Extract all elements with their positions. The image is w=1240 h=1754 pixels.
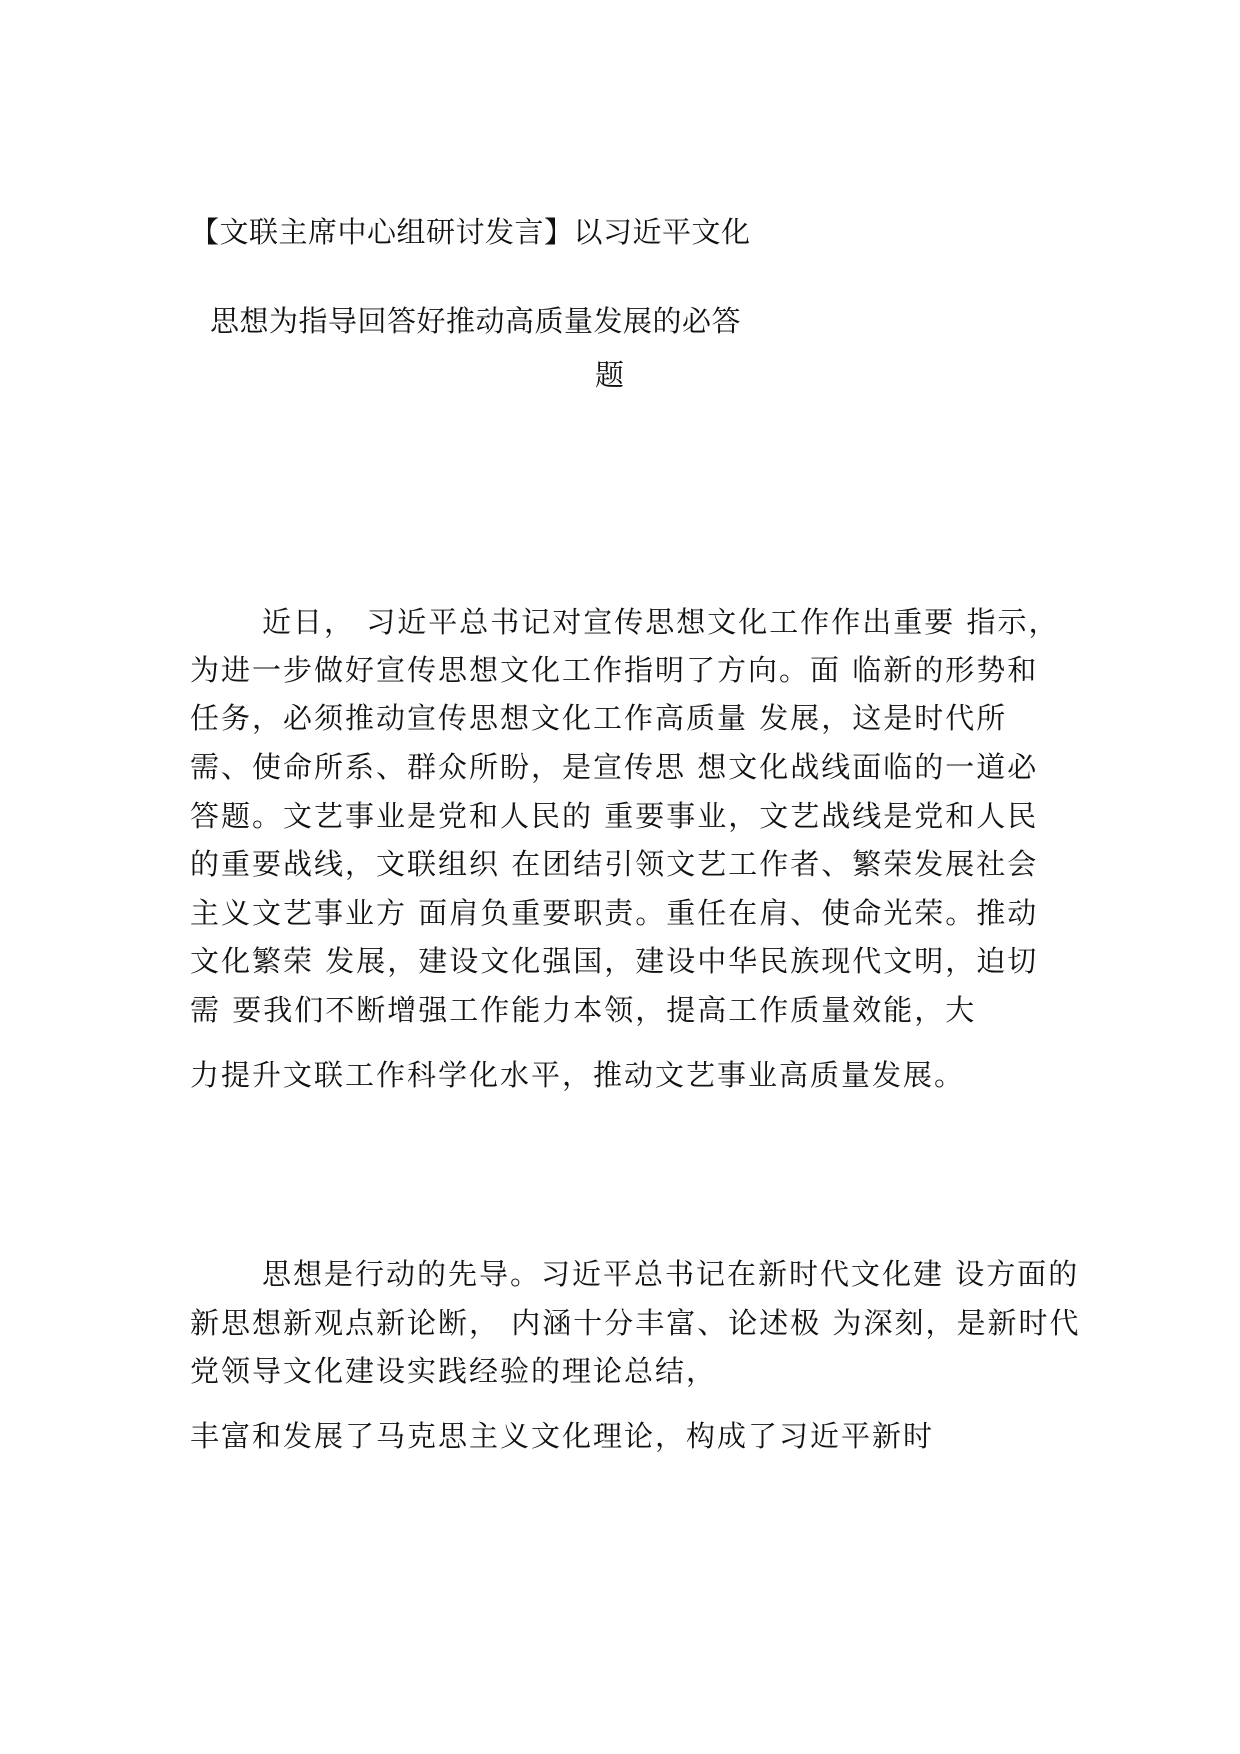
title-line-2: 思想为指导回答好推动高质量发展的必答 [210,304,742,338]
paragraph-1-line: 为进一步做好宣传思想文化工作指明了方向。面 临新的形势和 [190,653,1039,687]
title-line-3: 题 [595,358,625,392]
paragraph-1-line: 近日， 习近平总书记对宣传思想文化工作作出重要 指示， [262,605,1060,639]
paragraph-2-line: 新思想新观点新论断， 内涵十分丰富、论述极 为深刻，是新时代 [190,1306,1081,1340]
paragraph-1-line: 需 要我们不断增强工作能力本领，提高工作质量效能，大 [190,993,977,1027]
title-line-1: 【文联主席中心组研讨发言】以习近平文化 [190,215,751,249]
paragraph-1-line: 文化繁荣 发展，建设文化强国，建设中华民族现代文明，迫切 [190,944,1039,978]
paragraph-2-line: 党领导文化建设实践经验的理论总结， [190,1354,718,1388]
paragraph-1-line: 需、使命所系、群众所盼，是宣传思 想文化战线面临的一道必 [190,750,1039,784]
paragraph-1-line: 任务，必须推动宣传思想文化工作高质量 发展，这是时代所 [190,701,1008,735]
paragraph-1-line: 的重要战线，文联组织 在团结引领文艺工作者、繁荣发展社会 [190,847,1039,881]
paragraph-2-line: 思想是行动的先导。习近平总书记在新时代文化建 设方面的 [262,1257,1080,1291]
paragraph-1-line: 答题。文艺事业是党和人民的 重要事业，文艺战线是党和人民 [190,799,1039,833]
paragraph-1-line: 主义文艺事业方 面肩负重要职责。重任在肩、使命光荣。推动 [190,896,1039,930]
paragraph-1-line: 力提升文联工作科学化水平，推动文艺事业高质量发展。 [190,1058,966,1092]
paragraph-2-line: 丰富和发展了马克思主义文化理论，构成了习近平新时 [190,1419,935,1453]
